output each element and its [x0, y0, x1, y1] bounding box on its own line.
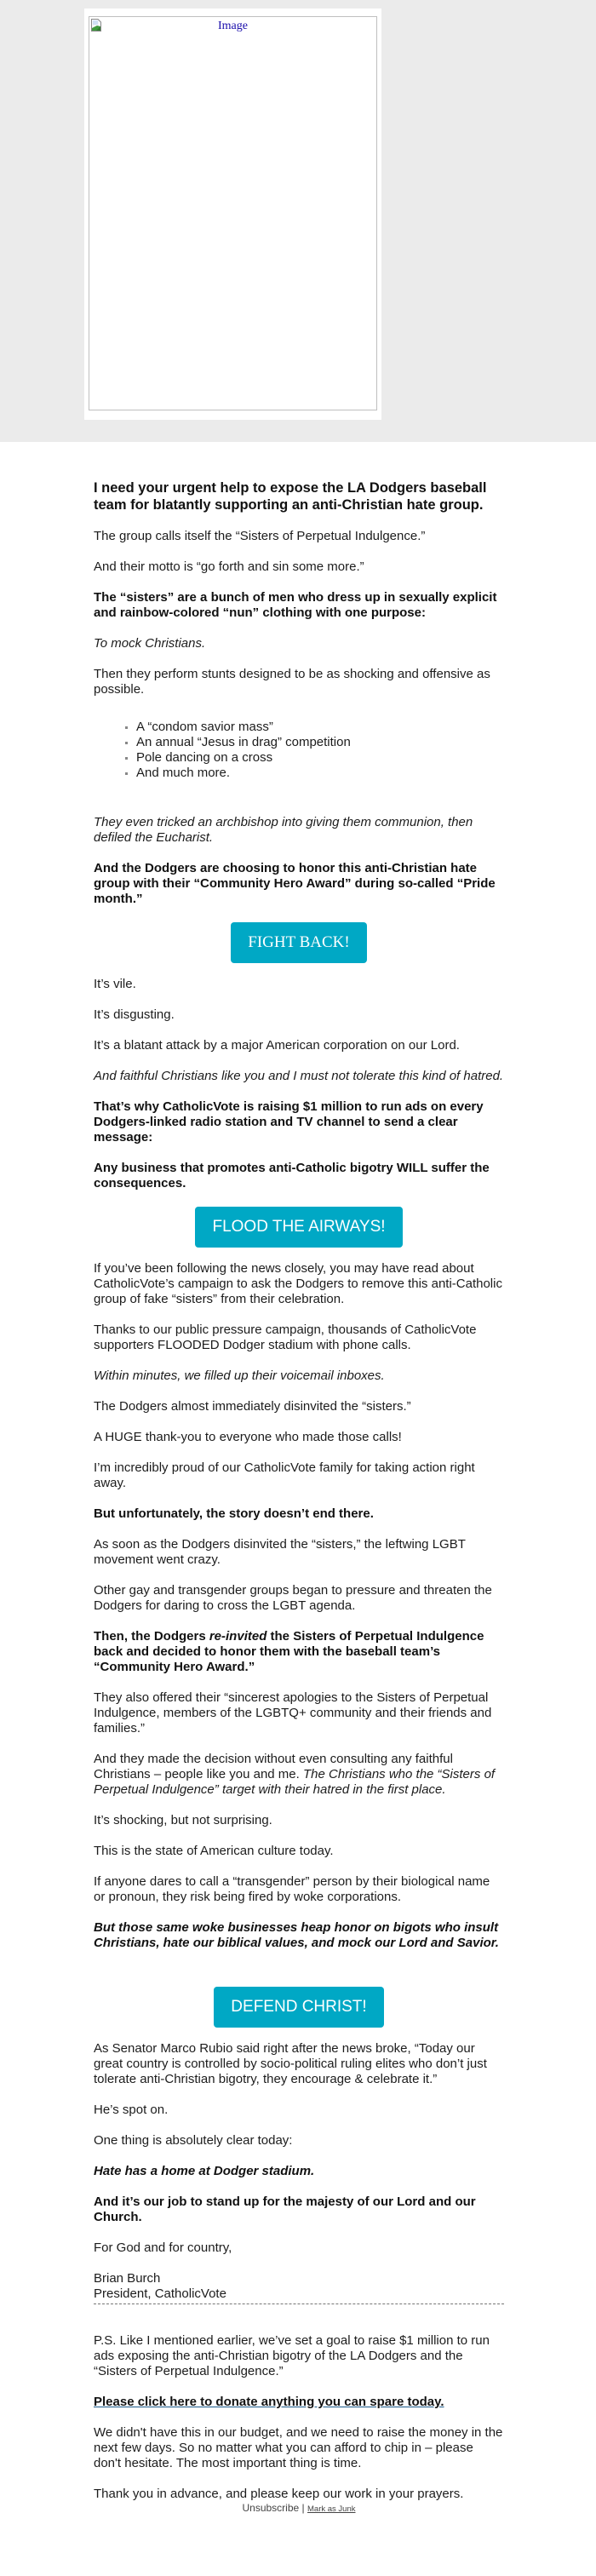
list-item: Pole dancing on a cross — [128, 750, 504, 766]
paragraph: Thank you in advance, and please keep our work in your prayers. — [94, 2487, 464, 2501]
paragraph-bold-italic: Hate has a home at Dodger stadium. — [94, 2164, 315, 2178]
paragraph: As Senator Marco Rubio said right after the news broke, “Today our great country is controlled by socio-political ruling elites who don’t just tolerate anti-Christian bigotry, they encourage & celebrate it.” — [94, 2041, 487, 2086]
text-run: And they made the decision without even consulting any faithful Christians – people like you and me. — [94, 1752, 453, 1781]
donate-link[interactable]: Please click here to donate anything you can spare today. — [94, 2395, 444, 2409]
paragraph: Then they perform stunts designed to be as shocking and offensive as possible. — [94, 667, 490, 697]
signer-name: Brian Burch — [94, 2271, 161, 2286]
paragraph-italic: They even tricked an archbishop into giving them communion, then defiled the Eucharist. — [94, 815, 473, 845]
paragraph: They also offered their “sincerest apologies to the Sisters of Perpetual Indulgence, members of the LGBTQ+ community and their friends and families.” — [94, 1690, 492, 1736]
paragraph: A HUGE thank-you to everyone who made those calls! — [94, 1430, 402, 1444]
cta-container — [94, 922, 504, 963]
signature — [94, 2271, 504, 2302]
paragraph-bold: And the Dodgers are choosing to honor this anti-Christian hate group with their “Community Hero Award” during so-called “Pride month.” — [94, 861, 496, 906]
email-footer — [94, 2502, 504, 2567]
flood-the-airways-button[interactable]: FLOOD THE AIRWAYS! — [195, 1207, 403, 1248]
donate-paragraph — [94, 2395, 504, 2410]
paragraph-italic: And faithful Christians like you and I must not tolerate this kind of hatred. — [94, 1069, 504, 1083]
hero-band — [0, 0, 596, 442]
paragraph-bold: But unfortunately, the story doesn’t end there. — [94, 1506, 374, 1521]
list-item: A “condom savior mass” — [128, 720, 504, 735]
hero-image[interactable] — [89, 16, 377, 410]
mark-as-junk-link[interactable]: Mark as Junk — [307, 2504, 356, 2514]
paragraph: This is the state of American culture today. — [94, 1844, 334, 1858]
paragraph: It’s disgusting. — [94, 1007, 175, 1022]
unsubscribe-text[interactable]: Unsubscribe — [242, 2502, 300, 2514]
cta-container — [94, 1207, 504, 1248]
paragraph: It’s vile. — [94, 977, 136, 991]
paragraph: The Dodgers almost immediately disinvited the “sisters.” — [94, 1399, 411, 1414]
paragraph-bold: And it’s our job to stand up for the majesty of our Lord and our Church. — [94, 2194, 476, 2224]
paragraph-italic: To mock Christians. — [94, 636, 206, 651]
paragraph: And their motto is “go forth and sin some more.” — [94, 559, 364, 574]
paragraph: We didn't have this in our budget, and we need to raise the money in the next few days. So no matter what you can afford to chip in – please don't hesitate. The most important thing is time. — [94, 2425, 503, 2470]
paragraph: It’s shocking, but not surprising. — [94, 1813, 272, 1827]
cta-container — [94, 1987, 504, 2028]
closing: For God and for country, — [94, 2240, 232, 2255]
paragraph — [94, 1752, 504, 1798]
paragraph-italic: Within minutes, we filled up their voicemail inboxes. — [94, 1368, 385, 1383]
paragraph-bold: The “sisters” are a bunch of men who dress up in sexually explicit and rainbow-colored “nun” clothing with one purpose: — [94, 590, 497, 620]
paragraph: I’m incredibly proud of our CatholicVote family for taking action right away. — [94, 1460, 475, 1490]
paragraph-bold — [94, 1629, 504, 1675]
paragraph: It’s a blatant attack by a major American corporation on our Lord. — [94, 1038, 460, 1053]
paragraph: He’s spot on. — [94, 2103, 169, 2117]
paragraph-bold: That’s why CatholicVote is raising $1 million to run ads on every Dodgers-linked radio station and TV channel to send a clear message: — [94, 1099, 484, 1145]
fight-back-button[interactable]: FIGHT BACK! — [231, 922, 367, 963]
email-body — [94, 442, 504, 2567]
postscript: P.S. Like I mentioned earlier, we’ve set a goal to raise $1 million to run ads exposing the anti-Christian bigotry of the LA Dodgers and the “Sisters of Perpetual Indulgence.” — [94, 2333, 490, 2378]
text-run-italic: re-invited — [209, 1629, 267, 1644]
paragraph: Thanks to our public pressure campaign, thousands of CatholicVote supporters FLOODED Dodger stadium with phone calls. — [94, 1322, 477, 1352]
divider — [94, 2303, 504, 2304]
paragraph: If you’ve been following the news closely, you may have read about CatholicVote’s campaign to ask the Dodgers to remove this anti-Catholic group of fake “sisters” from their celebration. — [94, 1261, 502, 1306]
paragraph: As soon as the Dodgers disinvited the “sisters,” the leftwing LGBT movement went crazy. — [94, 1537, 466, 1567]
paragraph: The group calls itself the “Sisters of Perpetual Indulgence.” — [94, 529, 426, 543]
paragraph: Other gay and transgender groups began to pressure and threaten the Dodgers for daring to cross the LGBT agenda. — [94, 1583, 492, 1613]
text-run-italic: The Christians who the “Sisters of Perpetual Indulgence” target with their hatred in the first place. — [94, 1767, 496, 1797]
defend-christ-button[interactable]: DEFEND CHRIST! — [214, 1987, 384, 2028]
list-item: And much more. — [128, 766, 504, 781]
footer-separator: | — [301, 2502, 305, 2514]
paragraph: If anyone dares to call a “transgender” person by their biological name or pronoun, they risk being fired by woke corporations. — [94, 1874, 490, 1904]
paragraph-bold: Any business that promotes anti-Catholic bigotry WILL suffer the consequences. — [94, 1161, 490, 1190]
text-run: Then, the Dodgers — [94, 1629, 209, 1644]
headline: I need your urgent help to expose the LA Dodgers baseball team for blatantly supporting an anti-Christian hate group. — [94, 480, 487, 513]
image-alt-text: Image — [218, 20, 248, 32]
stunts-list — [94, 720, 504, 781]
text-run: the Sisters of Perpetual Indulgence back and decided to honor them with the baseball team’s “Community Hero Award.” — [94, 1629, 484, 1674]
list-item: An annual “Jesus in drag” competition — [128, 735, 504, 750]
paragraph-bold-italic: But those same woke businesses heap honor on bigots who insult Christians, hate our biblical values, and mock our Lord and Savior. — [94, 1920, 499, 1950]
hero-card — [84, 9, 381, 420]
signer-title: President, CatholicVote — [94, 2286, 226, 2301]
paragraph: One thing is absolutely clear today: — [94, 2133, 293, 2148]
